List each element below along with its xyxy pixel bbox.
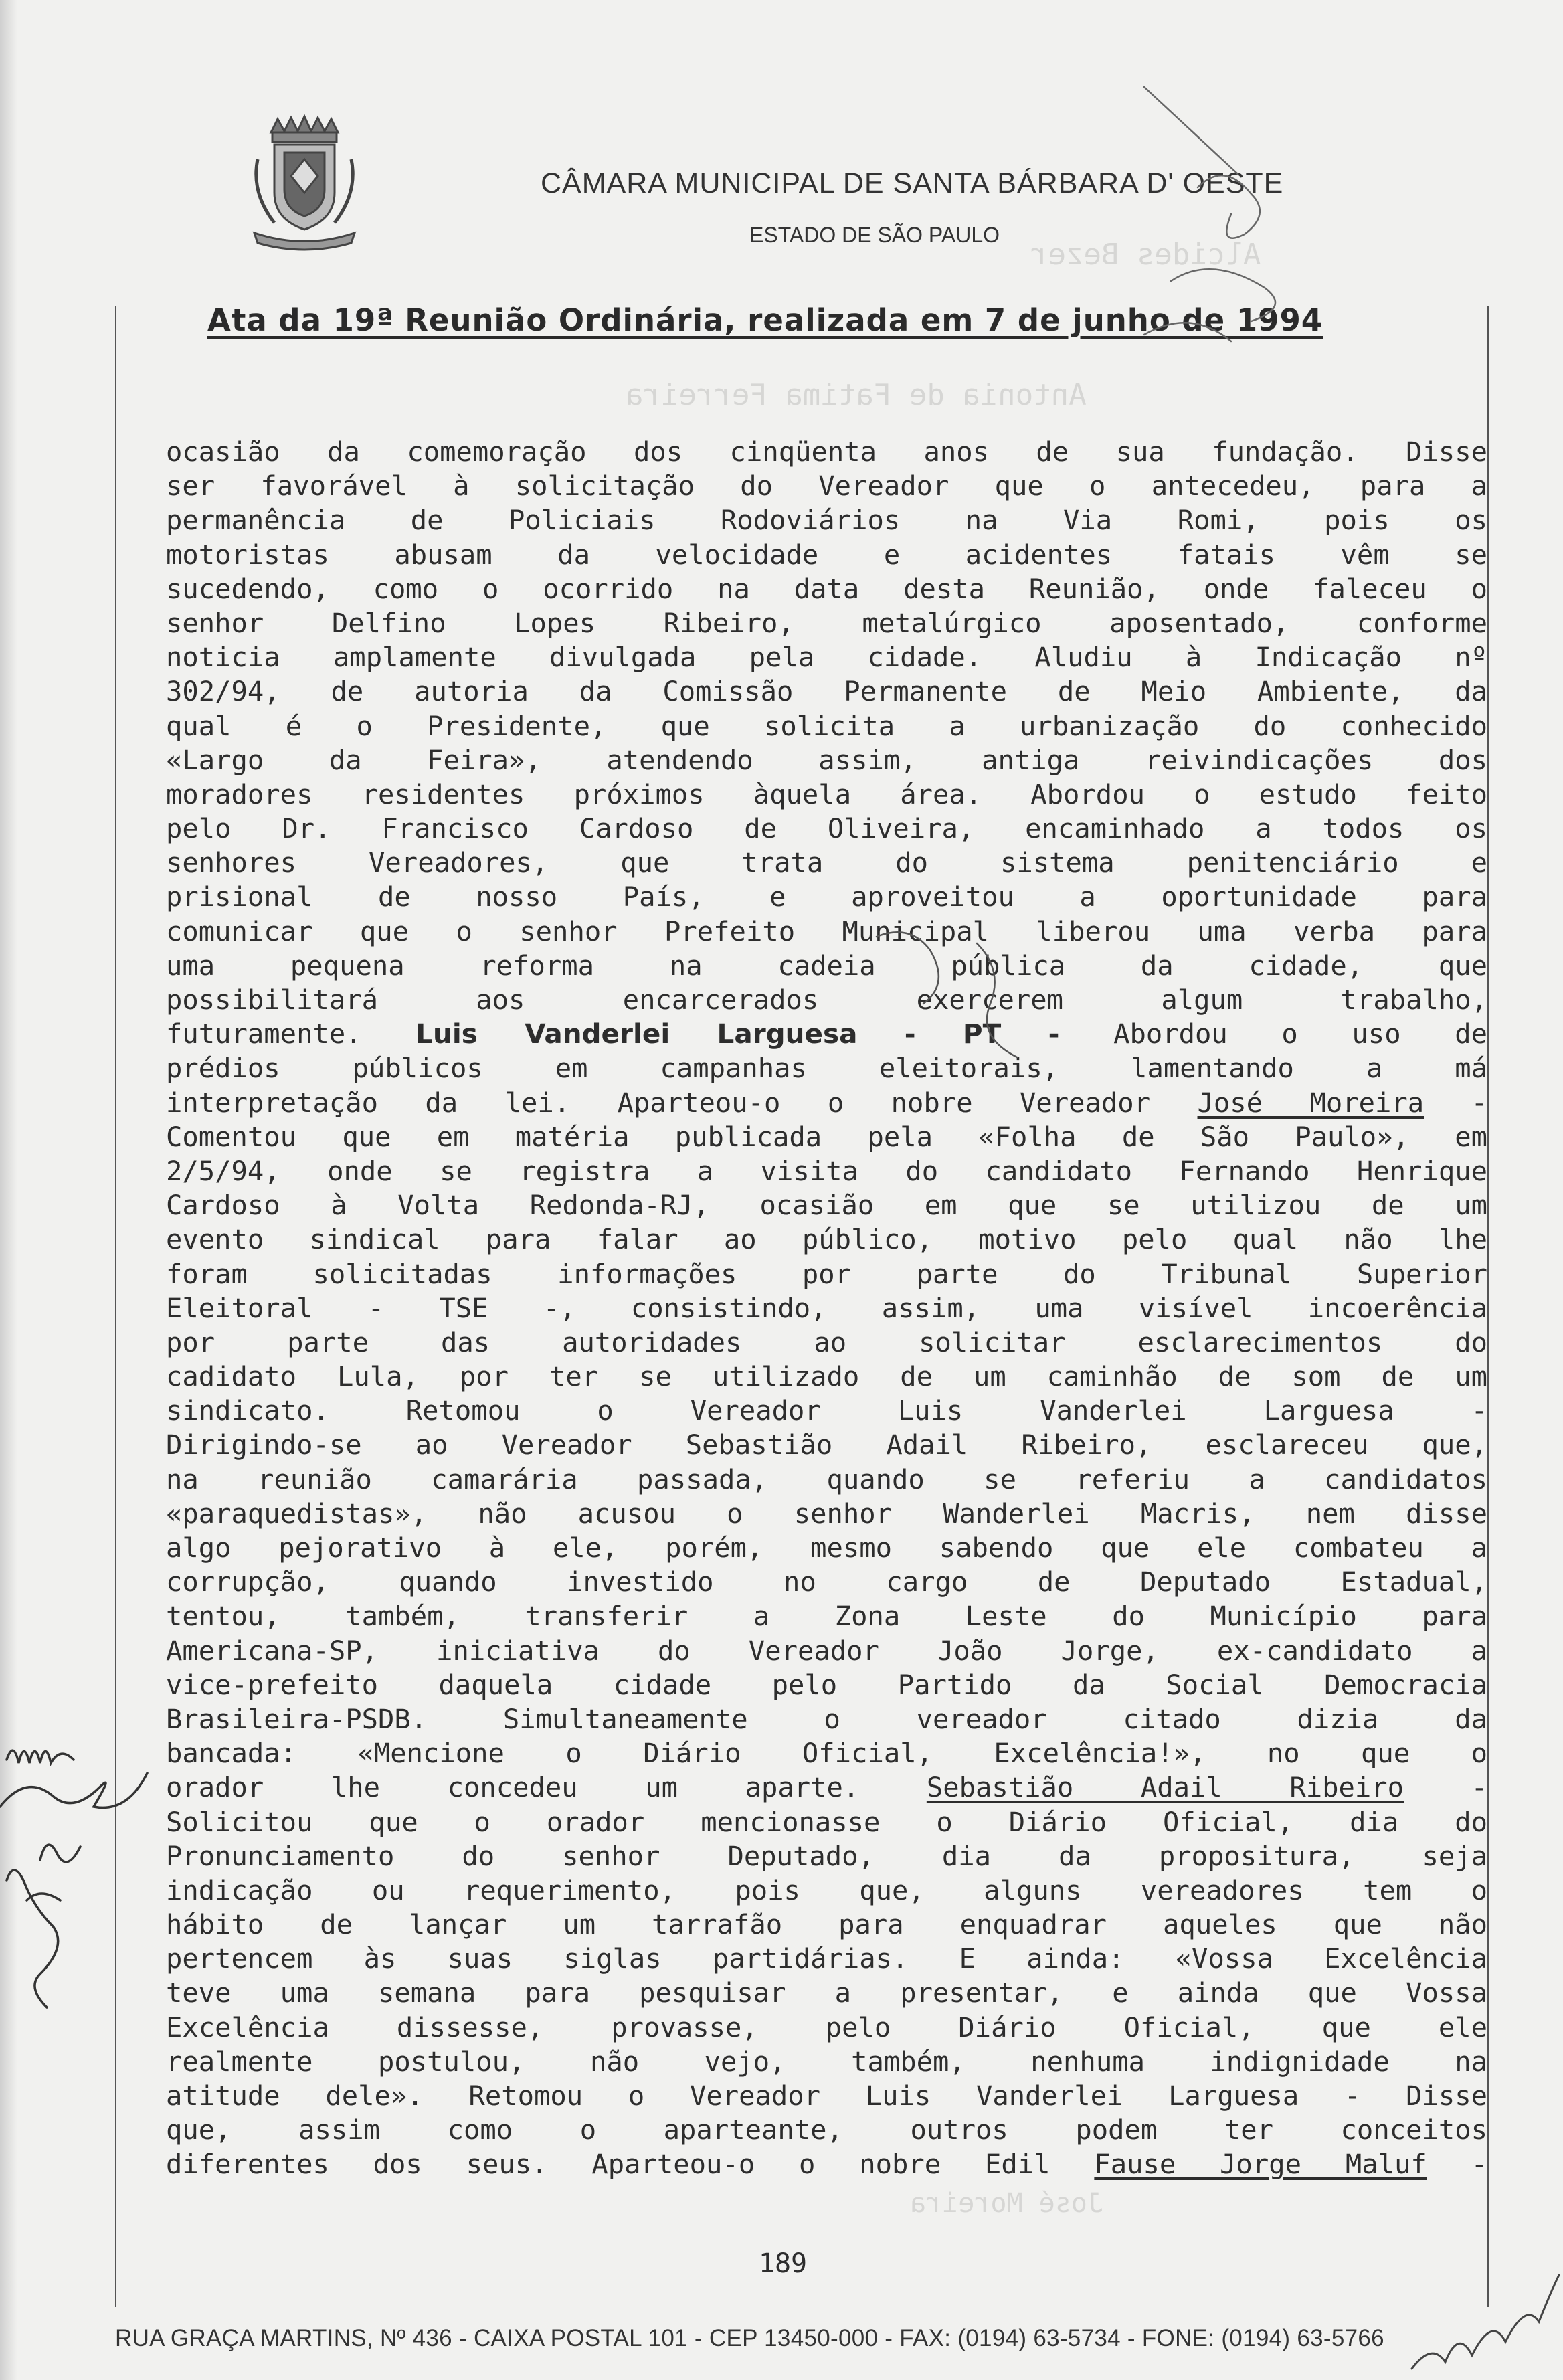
text-line xyxy=(166,880,1487,914)
text-segment: comunicar que o senhor Prefeito Municipal liberou uma verba para xyxy=(166,915,1487,947)
text-segment: orador lhe concedeu um aparte. xyxy=(166,1771,927,1804)
text-line xyxy=(166,2079,1487,2113)
text-line xyxy=(166,572,1487,606)
text-line xyxy=(166,2011,1487,2045)
speaker-name-underlined: José Moreira xyxy=(1197,1086,1424,1119)
minutes-body xyxy=(166,435,1487,2182)
text-segment: prisional de nosso País, e aproveitou a oportunidade para xyxy=(166,881,1487,913)
text-segment: Pronunciamento do senhor Deputado, dia da propositura, seja xyxy=(166,1839,1487,1872)
text-segment: foram solicitadas informações por parte do Tribunal Superior xyxy=(166,1257,1487,1290)
text-segment: motoristas abusam da velocidade e acidentes fatais vêm se xyxy=(166,538,1487,571)
text-line xyxy=(166,2113,1487,2147)
text-segment: Excelência dissesse, provasse, pelo Diário Oficial, que ele xyxy=(166,2011,1487,2043)
text-line xyxy=(166,1873,1487,1908)
text-segment: cadidato Lula, por ter se utilizado de um caminhão de som de um xyxy=(166,1360,1487,1393)
text-line xyxy=(166,435,1487,469)
bleed-through-text: Antonia de Fatima Ferreira xyxy=(626,378,1087,412)
text-line xyxy=(166,538,1487,572)
text-line xyxy=(166,949,1487,983)
speaker-name-underlined: Fause Jorge Maluf xyxy=(1094,2148,1427,2181)
text-line xyxy=(166,2045,1487,2079)
text-line xyxy=(166,777,1487,812)
text-segment: algo pejorativo à ele, porém, mesmo sabendo que ele combateu a xyxy=(166,1532,1487,1564)
text-segment: evento sindical para falar ao público, motivo pelo qual não lhe xyxy=(166,1223,1487,1256)
text-segment: realmente postulou, não vejo, também, nenhuma indignidade na xyxy=(166,2045,1487,2078)
text-segment: corrupção, quando investido no cargo de Deputado Estadual, xyxy=(166,1566,1487,1598)
text-segment: ser favorável à solicitação do Vereador que o antecedeu, para a xyxy=(166,470,1487,502)
text-segment: pelo Dr. Francisco Cardoso de Oliveira, encaminhado a todos os xyxy=(166,812,1487,845)
page-number: 189 xyxy=(758,2248,808,2279)
text-line xyxy=(166,1017,1487,1051)
text-segment: - xyxy=(1424,1086,1487,1119)
text-line xyxy=(166,674,1487,709)
frame-left-rule xyxy=(115,306,116,2307)
text-line xyxy=(166,1702,1487,1736)
footer-address: RUA GRAÇA MARTINS, Nº 436 - CAIXA POSTAL 101 - CEP 13450-000 - FAX: (0194) 63-5734 - FONE: (0194) 63-5766 xyxy=(115,2325,1384,2351)
text-segment: prédios públicos em campanhas eleitorais, lamentando a má xyxy=(166,1052,1487,1085)
text-segment: possibilitará aos encarcerados exercerem algum trabalho, xyxy=(166,984,1487,1016)
text-line xyxy=(166,812,1487,846)
text-line xyxy=(166,469,1487,503)
text-line xyxy=(166,1942,1487,1976)
text-segment: qual é o Presidente, que solicita a urbanização do conhecido xyxy=(166,709,1487,742)
text-line xyxy=(166,1463,1487,1497)
text-segment: hábito de lançar um tarrafão para enquadrar aqueles que não xyxy=(166,1908,1487,1941)
text-line xyxy=(166,1805,1487,1839)
text-line xyxy=(166,915,1487,949)
text-line xyxy=(166,1188,1487,1222)
text-line xyxy=(166,1976,1487,2010)
text-segment: vice-prefeito daquela cidade pelo Partido da Social Democracia xyxy=(166,1668,1487,1701)
text-segment: por parte das autoridades ao solicitar esclarecimentos do xyxy=(166,1325,1487,1358)
text-line xyxy=(166,846,1487,880)
text-line xyxy=(166,1428,1487,1462)
text-segment: noticia amplamente divulgada pela cidade. Aludiu à Indicação nº xyxy=(166,641,1487,674)
text-segment: indicação ou requerimento, pois que, alguns vereadores tem o xyxy=(166,1873,1487,1906)
text-segment: Comentou que em matéria publicada pela «Folha de São Paulo», em xyxy=(166,1120,1487,1153)
text-segment: permanência de Policiais Rodoviários na Via Romi, pois os xyxy=(166,504,1487,537)
text-line xyxy=(166,1051,1487,1085)
text-segment: bancada: «Mencione o Diário Oficial, Excelência!», no que o xyxy=(166,1737,1487,1770)
text-segment: «Largo da Feira», atendendo assim, antiga reivindicações dos xyxy=(166,743,1487,776)
text-segment: futuramente. xyxy=(166,1018,416,1050)
text-line xyxy=(166,1360,1487,1394)
text-segment: «paraquedistas», não acusou o senhor Wanderlei Macris, nem disse xyxy=(166,1497,1487,1530)
text-line xyxy=(166,1257,1487,1291)
text-line xyxy=(166,2147,1487,2181)
frame-right-rule xyxy=(1487,306,1489,2307)
text-line xyxy=(166,1668,1487,1702)
text-line xyxy=(166,1839,1487,1873)
organization-state: ESTADO DE SÃO PAULO xyxy=(749,223,1000,247)
text-segment: tentou, também, transferir a Zona Leste do Município para xyxy=(166,1600,1487,1633)
text-segment: pertencem às suas siglas partidárias. E ainda: «Vossa Excelência xyxy=(166,1942,1487,1975)
text-segment: Solicitou que o orador mencionasse o Diário Oficial, dia do xyxy=(166,1805,1487,1838)
text-segment: Dirigindo-se ao Vereador Sebastião Adail Ribeiro, esclareceu que, xyxy=(166,1429,1487,1461)
text-line xyxy=(166,640,1487,674)
text-segment: senhores Vereadores, que trata do sistema penitenciário e xyxy=(166,846,1487,879)
text-segment: - xyxy=(1427,2148,1487,2181)
text-line xyxy=(166,1634,1487,1668)
minutes-title: Ata da 19ª Reunião Ordinária, realizada em 7 de junho de 1994 xyxy=(207,302,1323,338)
text-line xyxy=(166,983,1487,1017)
text-segment: Cardoso à Volta Redonda-RJ, ocasião em que se utilizou de um xyxy=(166,1189,1487,1222)
text-segment: teve uma semana para pesquisar a presentar, e ainda que Vossa xyxy=(166,1977,1487,2009)
text-segment: ocasião da comemoração dos cinqüenta anos de sua fundação. Disse xyxy=(166,436,1487,468)
text-line xyxy=(166,1291,1487,1325)
text-segment: que, assim como o aparteante, outros podem ter conceitos xyxy=(166,2114,1487,2146)
text-segment: sucedendo, como o ocorrido na data desta Reunião, onde faleceu o xyxy=(166,572,1487,605)
bleed-through-text: José Moreira xyxy=(910,2188,1103,2219)
text-line xyxy=(166,1497,1487,1531)
speaker-name-underlined: Sebastião Adail Ribeiro xyxy=(926,1771,1404,1804)
text-segment: interpretação da lei. Aparteou-o o nobre Vereador xyxy=(166,1086,1198,1119)
text-line xyxy=(166,1154,1487,1188)
text-line xyxy=(166,1736,1487,1770)
text-line xyxy=(166,1599,1487,1633)
text-line xyxy=(166,1394,1487,1428)
text-line xyxy=(166,1770,1487,1805)
text-line xyxy=(166,1325,1487,1360)
text-segment: moradores residentes próximos àquela área. Abordou o estudo feito xyxy=(166,777,1487,810)
text-segment: 2/5/94, onde se registra a visita do candidato Fernando Henrique xyxy=(166,1154,1487,1187)
text-line xyxy=(166,709,1487,743)
speaker-name-bold: Luis Vanderlei Larguesa - PT - xyxy=(416,1018,1060,1050)
bleed-through-text: Alcides Bezer xyxy=(1030,238,1261,272)
text-segment: Eleitoral - TSE -, consistindo, assim, uma visível incoerência xyxy=(166,1291,1487,1324)
text-segment: Abordou o uso de xyxy=(1059,1018,1487,1050)
text-segment: Brasileira-PSDB. Simultaneamente o vereador citado dizia da xyxy=(166,1702,1487,1735)
text-segment: na reunião camarária passada, quando se referiu a candidatos xyxy=(166,1463,1487,1495)
organization-name: CÂMARA MUNICIPAL DE SANTA BÁRBARA D' OESTE xyxy=(541,167,1284,199)
scan-edge xyxy=(0,0,17,2380)
text-segment: - xyxy=(1404,1771,1488,1804)
text-line xyxy=(166,743,1487,777)
text-segment: Americana-SP, iniciativa do Vereador João Jorge, ex-candidato a xyxy=(166,1634,1487,1667)
text-line xyxy=(166,1120,1487,1154)
text-line xyxy=(166,1531,1487,1565)
text-line xyxy=(166,1565,1487,1599)
coat-of-arms-icon xyxy=(244,112,365,253)
text-segment: uma pequena reforma na cadeia pública da cidade, que xyxy=(166,949,1487,982)
text-line xyxy=(166,503,1487,537)
text-segment: atitude dele». Retomou o Vereador Luis Vanderlei Larguesa - Disse xyxy=(166,2080,1487,2112)
text-segment: 302/94, de autoria da Comissão Permanente de Meio Ambiente, da xyxy=(166,675,1487,708)
text-line xyxy=(166,1086,1487,1120)
text-segment: sindicato. Retomou o Vereador Luis Vanderlei Larguesa - xyxy=(166,1394,1487,1427)
text-segment: senhor Delfino Lopes Ribeiro, metalúrgico aposentado, conforme xyxy=(166,606,1487,639)
handwritten-signature-left xyxy=(0,1733,154,2054)
handwritten-signature-corner xyxy=(1405,2262,1563,2380)
text-line xyxy=(166,606,1487,640)
text-segment: diferentes dos seus. Aparteou-o o nobre Edil xyxy=(166,2148,1095,2181)
text-line xyxy=(166,1222,1487,1257)
text-line xyxy=(166,1908,1487,1942)
